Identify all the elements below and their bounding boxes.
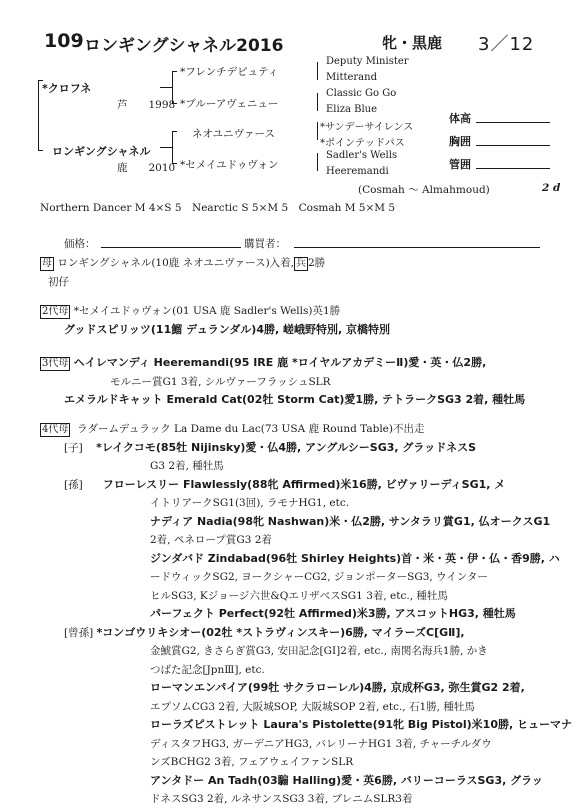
gp-sds: Classic Go Go	[326, 88, 397, 99]
g4-gg3c: ンズBCHG2 3着, フェアウェイファンSLR	[150, 756, 354, 768]
sire-name: *クロフネ	[42, 82, 92, 95]
price-blank[interactable]	[101, 247, 241, 248]
g4-gg3b: ディスタフHG3, ガーデニアHG3, バレリーナHG1 3着, チャーチルダウ	[150, 737, 492, 750]
g3-line1: ヘイレマンディ Heeremandi(95 IRE 鹿 *ロイヤルアカデミーⅡ)愛・英・仏2勝,	[73, 356, 487, 369]
bracket-main	[38, 80, 39, 150]
gp-sdd: Eliza Blue	[326, 104, 378, 115]
g3-line2: モルニー賞G1 3着, シルヴァーフラッシュSLR	[110, 375, 331, 388]
horse-title: ロンギングシャネル2016	[84, 36, 284, 56]
bracket-dam-top	[172, 131, 177, 132]
fourth-dam-tag: 4代母	[42, 424, 69, 435]
buyer-blank[interactable]	[294, 247, 540, 248]
third-dam-tag: 3代母	[42, 358, 69, 369]
sire-info: 芦 1998	[117, 99, 176, 111]
bracket-main-bot	[38, 150, 43, 151]
dam-line1: ロンギングシャネル(10鹿 ネオユニヴァース)入着,	[57, 257, 294, 269]
bracket-dam-link	[160, 147, 172, 148]
g4-line1: ラダームデュラック La Dame du Lac(73 USA 鹿 Round Table)不出走	[77, 423, 425, 435]
dam-dam: *セメイユドゥヴォン	[180, 159, 279, 171]
fourth-dam-section	[40, 420, 570, 809]
g4-grand2b: 2着, ペネロープ賞G3 2着	[150, 534, 272, 546]
cannon-label: 管囲	[449, 158, 471, 171]
buyer-label: 購買者：	[244, 238, 286, 250]
child-tag: [子]	[64, 441, 83, 454]
gp-dsd: *ポインテッドパス	[320, 138, 405, 149]
bracket-sire-top	[172, 71, 177, 72]
g4-gg3: ローラズピストレット Laura's Pistolette(91牝 Big Pistol)米10勝, ヒューマナ	[150, 718, 572, 731]
dam-region-tag: 兵	[296, 258, 306, 269]
price-label: 価格：	[64, 238, 96, 250]
second-dam-tag: 2代母	[42, 306, 69, 317]
chest-label: 胸囲	[449, 135, 471, 148]
g4-grand1b: イトリアークSG1(3回), ラモナHG1, etc.	[150, 497, 350, 509]
sex-color: 牝・黒鹿	[382, 34, 443, 52]
bracket-sire-link	[160, 87, 172, 88]
height-blank[interactable]	[476, 122, 550, 123]
dam-sire: ネオユニヴァース	[192, 128, 275, 140]
inbreeding-line: Northern Dancer M 4×S 5 Nearctic S 5×M 5 Cosmah M 5×M 5	[40, 202, 396, 214]
g4-gg1: *コンゴウリキシオー(02牡 *ストラヴィンスキー)6勝, マイラーズC[GⅡ],	[96, 625, 465, 639]
dam-line1b: 2勝	[308, 257, 326, 269]
grand-tag: [孫]	[64, 478, 83, 491]
dam-tag: 母	[42, 258, 52, 269]
g4-grand3: ジンダバド Zindabad(96牡 Shirley Heights)首・米・英・伊・仏・香9勝, ハ	[150, 551, 560, 565]
sire-sire: *フレンチデピュティ	[180, 66, 279, 78]
height-label: 体高	[449, 112, 471, 125]
sire-dam: *ブルーアヴェニュー	[180, 98, 279, 110]
g4-grand4: パーフェクト Perfect(92牡 Affirmed)米3勝, アスコットHG3, 種牡馬	[150, 607, 516, 620]
ggrand-tag: [曾孫]	[64, 626, 94, 639]
bracket-sd	[317, 93, 318, 111]
family-no: 2 d	[542, 182, 561, 194]
g4-grand2: ナディア Nadia(98牝 Nashwan)米・仏2勝, サンタラリ賞G1, 仏オークスG1	[150, 514, 551, 528]
bracket-dd	[317, 153, 318, 171]
gp-dss: *サンデーサイレンス	[320, 122, 414, 133]
lot-count: 3／12	[478, 34, 535, 55]
g4-grand3b: ードウィックSG2, ヨークシャーCG2, ジョンポーターSG3, ウインター	[150, 571, 488, 583]
g3-line3: エメラルドキャット Emerald Cat(02牡 Storm Cat)愛1勝, テトラークSG3 2着, 種牡馬	[64, 393, 526, 406]
dam-info: 鹿 2010	[117, 162, 176, 174]
bracket-ds	[317, 122, 318, 140]
g4-gg4: アンタドー An Tadh(03騸 Halling)愛・英6勝, バリーコーラスSG3, グラッ	[150, 773, 543, 787]
lot-number: 109	[44, 30, 84, 52]
dam-line2: 初仔	[48, 275, 69, 288]
g4-gg1c: つばた記念[JpnⅢ], etc.	[150, 663, 265, 676]
g2-line2: グッドスピリッツ(11鰡 デュランダル)4勝, 嵯峨野特別, 京橋特別	[64, 322, 390, 336]
dam-section	[40, 254, 570, 291]
g4-child1: *レイクコモ(85牡 Nijinsky)愛・仏4勝, アングルシーSG3, グラッドネスS	[96, 440, 476, 454]
chest-blank[interactable]	[476, 145, 550, 146]
g4-grand1: フローレスリー Flawlessly(88牝 Affirmed)米16勝, ビヴァリーディSG1, メ	[102, 477, 506, 491]
g2-line1: *セメイユドゥヴォン(01 USA 鹿 Sadler's Wells)英1勝	[73, 305, 341, 317]
g4-grand3c: ヒルSG3, Kジョージ六世&QエリザベスSG1 3着, etc., 種牡馬	[150, 589, 448, 602]
g4-gg1b: 金鯱賞G2, きさらぎ賞G3, 安田記念[GⅠ]2着, etc., 南関名海兵1勝, かき	[150, 645, 488, 657]
bracket-ss	[317, 62, 318, 80]
third-dam-section	[40, 354, 570, 410]
gp-sss: Deputy Minister	[326, 56, 409, 67]
second-dam-section	[40, 302, 570, 339]
cannon-blank[interactable]	[476, 168, 550, 169]
gp-ddd: Heeremandi	[326, 166, 389, 177]
g4-child1b: G3 2着, 種牡馬	[150, 460, 224, 472]
dam-name: ロンギングシャネル	[52, 145, 151, 158]
family-note: (Cosmah ～ Almahmoud)	[358, 184, 490, 196]
g4-gg2: ローマンエンパイア(99牡 サクラローレル)4勝, 京成杯G3, 弥生賞G2 2着,	[150, 681, 525, 694]
g4-gg4b: ドネスSG3 2着, ルネサンスSG3 3着, ブレニムSLR3着	[150, 793, 413, 805]
gp-dds: Sadler's Wells	[326, 150, 398, 161]
gp-ssd: Mitterand	[326, 72, 377, 83]
g4-gg2b: エプソムCG3 2着, 大阪城SOP, 大阪城SOP 2着, etc., 石1勝, 種牡馬	[150, 700, 475, 713]
